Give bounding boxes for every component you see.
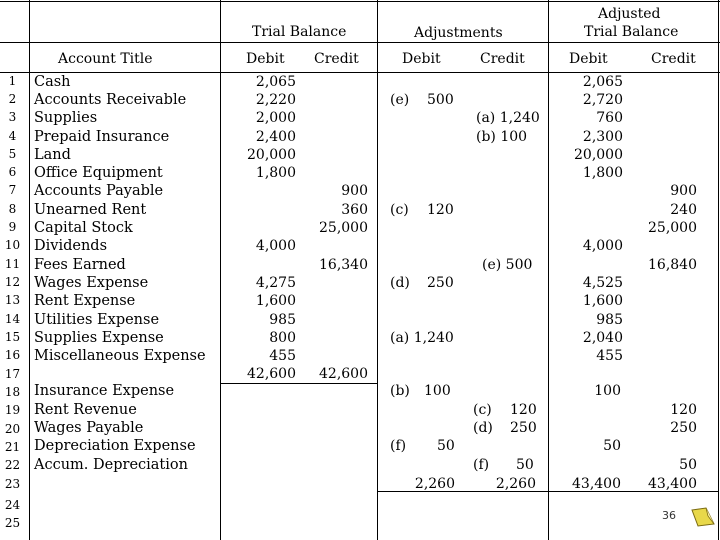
added-account-title: Rent Revenue xyxy=(34,402,137,418)
line-number: 19 xyxy=(4,403,21,417)
line-number: 1 xyxy=(8,74,17,88)
line-number: 10 xyxy=(4,238,21,252)
adj-debit-value: (a) 1,240 xyxy=(390,330,454,346)
line-number: 22 xyxy=(4,458,21,472)
line-number: 4 xyxy=(8,129,17,143)
atb-debit-value: 1,600 xyxy=(582,293,623,309)
adjusted-header-line2: Trial Balance xyxy=(584,24,679,40)
line-number: 8 xyxy=(8,202,17,216)
line-number: 6 xyxy=(8,165,17,179)
atb-credit-value: 25,000 xyxy=(648,220,697,236)
account-title-header: Account Title xyxy=(58,51,153,67)
adj-debit-ref: (e) xyxy=(390,92,410,108)
adj-credit-value: 50 xyxy=(516,457,534,473)
added-account-title: Wages Payable xyxy=(34,420,144,436)
adj-credit-value: (a) 1,240 xyxy=(476,110,540,126)
tb-credit-value: 16,340 xyxy=(319,257,368,273)
grid-line xyxy=(220,0,221,540)
atb-credit-value: 240 xyxy=(670,202,697,218)
account-title: Wages Expense xyxy=(34,275,149,291)
adj-credit-ref: (c) xyxy=(473,402,492,418)
grid-line xyxy=(0,1,720,2)
account-title: Dividends xyxy=(34,238,108,254)
line-number: 25 xyxy=(4,516,21,530)
line-number: 13 xyxy=(4,293,21,307)
tb-debit-value: 455 xyxy=(269,348,296,364)
account-title: Accounts Payable xyxy=(34,183,164,199)
adj-debit-value: 500 xyxy=(427,92,454,108)
tb-debit-header: Debit xyxy=(246,51,285,67)
line-number: 11 xyxy=(4,257,21,271)
line-number: 7 xyxy=(8,183,17,197)
adj-credit-value: 250 xyxy=(510,420,537,436)
grid-line xyxy=(0,72,720,73)
atb-debit-value: 4,000 xyxy=(582,238,623,254)
grid-line xyxy=(377,0,378,540)
tb-debit-value: 2,220 xyxy=(255,92,296,108)
atb-debit-value: 455 xyxy=(596,348,623,364)
adjustments-header: Adjustments xyxy=(414,25,503,41)
atb-credit-value: 16,840 xyxy=(648,257,697,273)
page-number: 36 xyxy=(662,509,676,522)
added-account-title: Accum. Depreciation xyxy=(34,457,188,473)
tb-debit-total: 42,600 xyxy=(247,366,296,382)
atb-debit-value: 2,300 xyxy=(582,129,623,145)
account-title: Accounts Receivable xyxy=(34,92,187,108)
adj-credit-value: (b) 100 xyxy=(476,129,528,145)
tb-debit-value: 2,065 xyxy=(255,74,296,90)
adj-credit-header: Credit xyxy=(480,51,525,67)
line-number: 15 xyxy=(4,330,21,344)
atb-debit-header: Debit xyxy=(569,51,608,67)
atb-debit-value: 985 xyxy=(596,312,623,328)
trial-balance-header: Trial Balance xyxy=(252,24,347,40)
added-account-title: Depreciation Expense xyxy=(34,438,196,454)
line-number: 16 xyxy=(4,348,21,362)
adj-credit-ref: (f) xyxy=(473,457,490,473)
adj-debit-header: Debit xyxy=(402,51,441,67)
tb-debit-value: 2,000 xyxy=(255,110,296,126)
line-number: 14 xyxy=(4,312,21,326)
tb-debit-value: 985 xyxy=(269,312,296,328)
adj-credit-total: 2,260 xyxy=(495,476,536,492)
atb-credit-value: 120 xyxy=(670,402,697,418)
account-title: Capital Stock xyxy=(34,220,133,236)
atb-debit-value: 100 xyxy=(594,383,621,399)
adj-debit-ref: (f) xyxy=(390,438,407,454)
account-title: Supplies Expense xyxy=(34,330,164,346)
added-account-title: Insurance Expense xyxy=(34,383,175,399)
line-number: 5 xyxy=(8,147,17,161)
tb-debit-value: 4,000 xyxy=(255,238,296,254)
adj-debit-ref: (d) xyxy=(390,275,410,291)
atb-credit-value: 250 xyxy=(670,420,697,436)
line-number: 17 xyxy=(4,367,21,381)
line-number: 24 xyxy=(4,498,21,512)
atb-debit-value: 760 xyxy=(596,110,623,126)
adj-credit-value: (e) 500 xyxy=(482,257,533,273)
line-number: 21 xyxy=(4,440,21,454)
line-number: 20 xyxy=(4,422,21,436)
adj-debit-value: 100 xyxy=(424,383,451,399)
tb-debit-value: 1,600 xyxy=(255,293,296,309)
line-number: 9 xyxy=(8,220,17,234)
line-number: 23 xyxy=(4,477,21,491)
atb-debit-value: 2,065 xyxy=(582,74,623,90)
account-title: Office Equipment xyxy=(34,165,163,181)
account-title: Fees Earned xyxy=(34,257,126,273)
account-title: Prepaid Insurance xyxy=(34,129,170,145)
grid-line xyxy=(29,0,30,540)
line-number: 3 xyxy=(8,110,17,124)
tb-debit-value: 1,800 xyxy=(255,165,296,181)
line-number: 2 xyxy=(8,92,17,106)
adj-debit-total: 2,260 xyxy=(414,476,455,492)
tb-credit-value: 25,000 xyxy=(319,220,368,236)
atb-debit-value: 1,800 xyxy=(582,165,623,181)
account-title: Land xyxy=(34,147,71,163)
atb-debit-value: 4,525 xyxy=(582,275,623,291)
tb-credit-total: 42,600 xyxy=(319,366,368,382)
tb-debit-value: 800 xyxy=(269,330,296,346)
adj-credit-ref: (d) xyxy=(473,420,493,436)
atb-credit-value: 50 xyxy=(679,457,697,473)
account-title: Utilities Expense xyxy=(34,312,160,328)
tb-credit-value: 360 xyxy=(341,202,368,218)
adj-debit-value: 250 xyxy=(427,275,454,291)
adjusted-header-line1: Adjusted xyxy=(598,6,661,22)
atb-debit-value: 50 xyxy=(603,438,621,454)
atb-credit-total: 43,400 xyxy=(648,476,697,492)
tb-debit-value: 4,275 xyxy=(255,275,296,291)
account-title: Unearned Rent xyxy=(34,202,147,218)
tb-credit-header: Credit xyxy=(314,51,359,67)
atb-credit-value: 900 xyxy=(670,183,697,199)
atb-credit-header: Credit xyxy=(651,51,696,67)
account-title: Cash xyxy=(34,74,71,90)
account-title: Supplies xyxy=(34,110,98,126)
adj-debit-ref: (c) xyxy=(390,202,409,218)
tb-debit-value: 2,400 xyxy=(255,129,296,145)
grid-line xyxy=(718,0,719,540)
atb-debit-value: 2,040 xyxy=(582,330,623,346)
adj-debit-ref: (b) xyxy=(390,383,410,399)
adj-credit-value: 120 xyxy=(510,402,537,418)
tb-credit-value: 900 xyxy=(341,183,368,199)
grid-line xyxy=(0,42,720,43)
atb-debit-value: 20,000 xyxy=(574,147,623,163)
line-number: 18 xyxy=(4,385,21,399)
tb-debit-value: 20,000 xyxy=(247,147,296,163)
adj-debit-value: 50 xyxy=(437,438,455,454)
atb-debit-value: 2,720 xyxy=(582,92,623,108)
page-curl-icon xyxy=(690,506,716,528)
grid-line xyxy=(220,383,377,384)
account-title: Miscellaneous Expense xyxy=(34,348,206,364)
account-title: Rent Expense xyxy=(34,293,136,309)
line-number: 12 xyxy=(4,275,21,289)
adj-debit-value: 120 xyxy=(427,202,454,218)
atb-debit-total: 43,400 xyxy=(572,476,621,492)
grid-line xyxy=(548,0,549,540)
